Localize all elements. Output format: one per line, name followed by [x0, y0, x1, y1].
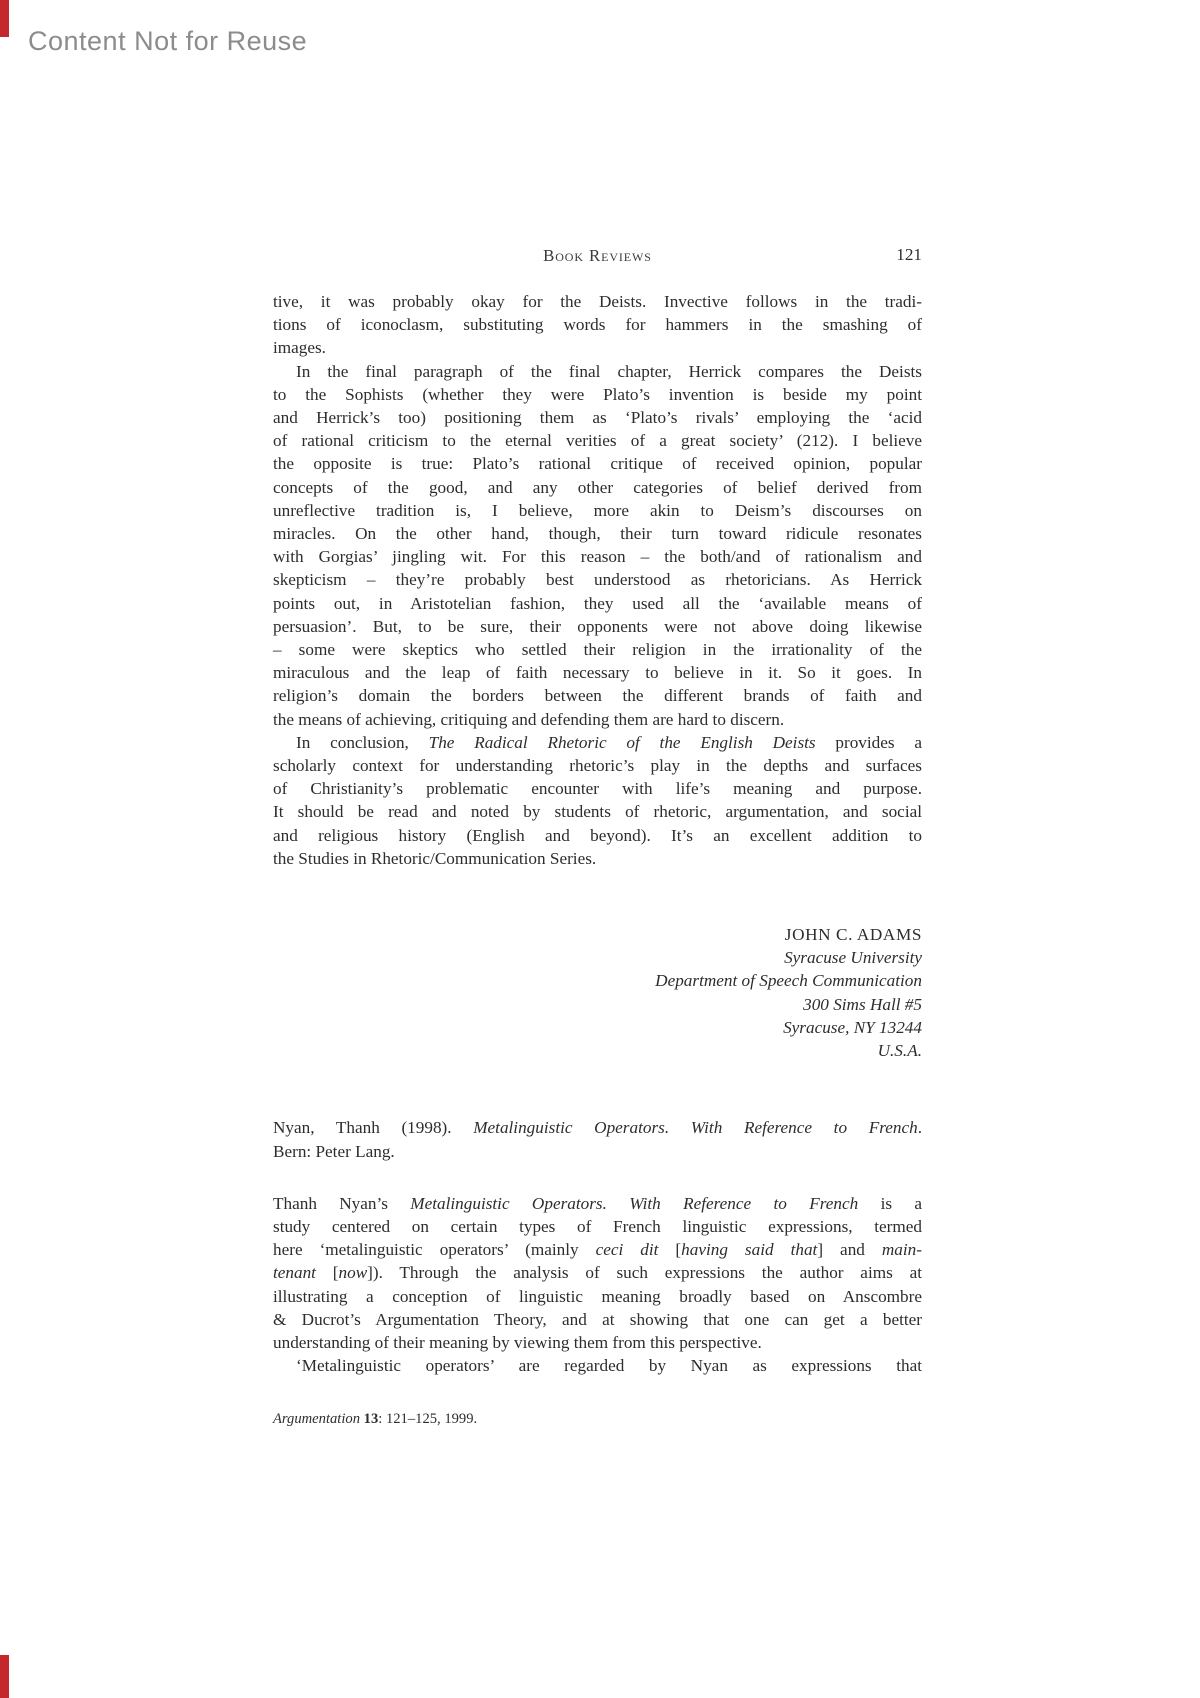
text-line: with Gorgias’ jingling wit. For this reason – the both/and of rationalism and — [273, 547, 922, 567]
text-line: study centered on certain types of French linguistic expressions, termed — [273, 1216, 922, 1236]
running-head — [273, 246, 922, 269]
text-line: ‘Metalinguistic operators’ are regarded by Nyan as expressions that — [296, 1356, 922, 1376]
text-line: Nyan, Thanh (1998). Metalinguistic Operators. With Reference to French. — [273, 1118, 922, 1138]
text-line: scholarly context for understanding rhetoric’s play in the depths and surfaces — [273, 756, 922, 776]
text-line: of Christianity’s problematic encounter with life’s meaning and purpose. — [273, 779, 922, 799]
watermark: Content Not for Reuse — [28, 26, 308, 56]
text-line: & Ducrot’s Argumentation Theory, and at showing that one can get a better — [273, 1309, 922, 1329]
text-line: – some were skeptics who settled their religion in the irrationality of the — [273, 640, 922, 660]
text-line: JOHN C. ADAMS — [784, 925, 922, 945]
red-margin-mark-bottom — [0, 1655, 9, 1698]
text-line: U.S.A. — [877, 1041, 922, 1061]
reviewer-signature — [273, 923, 922, 1062]
page-number: 121 — [896, 245, 922, 264]
text-line: tions of iconoclasm, substituting words for hammers in the smashing of — [273, 315, 922, 335]
text-line: of rational criticism to the eternal verities of a great society’ (212). I believe — [273, 431, 922, 451]
text-line: persuasion’. But, to be sure, their opponents were not above doing likewise — [273, 616, 922, 636]
text-line: the means of achieving, critiquing and defending them are hard to discern. — [273, 709, 785, 729]
review2-paragraph-1 — [273, 1192, 922, 1354]
review1-paragraph-2 — [273, 360, 922, 731]
text-line: the opposite is true: Plato’s rational critique of received opinion, popular — [273, 454, 922, 474]
text-line: to the Sophists (whether they were Plato’s invention is beside my point — [273, 384, 922, 404]
text-line: Syracuse University — [784, 948, 922, 968]
page-column — [273, 246, 922, 1429]
text-line: It should be read and noted by students of rhetoric, argumentation, and social — [273, 802, 922, 822]
red-margin-mark-top — [0, 0, 9, 37]
text-line: religion’s domain the borders between the different brands of faith and — [273, 686, 922, 706]
text-line: and religious history (English and beyond). It’s an excellent addition to — [273, 825, 922, 845]
text-line: understanding of their meaning by viewing them from this perspective. — [273, 1332, 762, 1352]
text-line: points out, in Aristotelian fashion, they used all the ‘available means of — [273, 593, 922, 613]
review2-paragraph-2 — [273, 1354, 922, 1377]
text-line: In the final paragraph of the final chapter, Herrick compares the Deists — [296, 361, 922, 381]
text-line: skepticism – they’re probably best understood as rhetoricians. As Herrick — [273, 570, 922, 590]
running-head-title: Book Reviews — [543, 246, 652, 265]
text-line: Department of Speech Communication — [655, 971, 922, 991]
article-body — [273, 290, 922, 1429]
journal-footnote — [273, 1410, 922, 1429]
text-line: miraculous and the leap of faith necessary to believe in it. So it goes. In — [273, 663, 922, 683]
review1-paragraph-continuation — [273, 290, 922, 360]
text-line: Syracuse, NY 13244 — [783, 1017, 922, 1037]
text-line: and Herrick’s too) positioning them as ‘Plato’s rivals’ employing the ‘acid — [273, 408, 922, 428]
text-line: tive, it was probably okay for the Deists. Invective follows in the tradi- — [273, 292, 922, 311]
text-line: the Studies in Rhetoric/Communication Series. — [273, 848, 597, 868]
text-line: Bern: Peter Lang. — [273, 1141, 395, 1161]
text-line: here ‘metalinguistic operators’ (mainly ceci dit [having said that] and main- — [273, 1240, 922, 1260]
text-line: concepts of the good, and any other categories of belief derived from — [273, 477, 922, 497]
review2-citation — [273, 1116, 922, 1162]
text-line: Argumentation 13: 121–125, 1999. — [273, 1411, 478, 1428]
review1-paragraph-3 — [273, 731, 922, 870]
text-line: tenant [now]). Through the analysis of such expressions the author aims at — [273, 1263, 922, 1283]
text-line: images. — [273, 338, 326, 358]
text-line: illustrating a conception of linguistic meaning broadly based on Anscombre — [273, 1286, 922, 1306]
text-line: 300 Sims Hall #5 — [803, 994, 922, 1014]
text-line: Thanh Nyan’s Metalinguistic Operators. With Reference to French is a — [273, 1193, 923, 1213]
text-line: unreflective tradition is, I believe, more akin to Deism’s discourses on — [273, 500, 922, 520]
text-line: In conclusion, The Radical Rhetoric of the English Deists provides a — [296, 732, 922, 752]
text-line: miracles. On the other hand, though, their turn toward ridicule resonates — [273, 524, 922, 544]
